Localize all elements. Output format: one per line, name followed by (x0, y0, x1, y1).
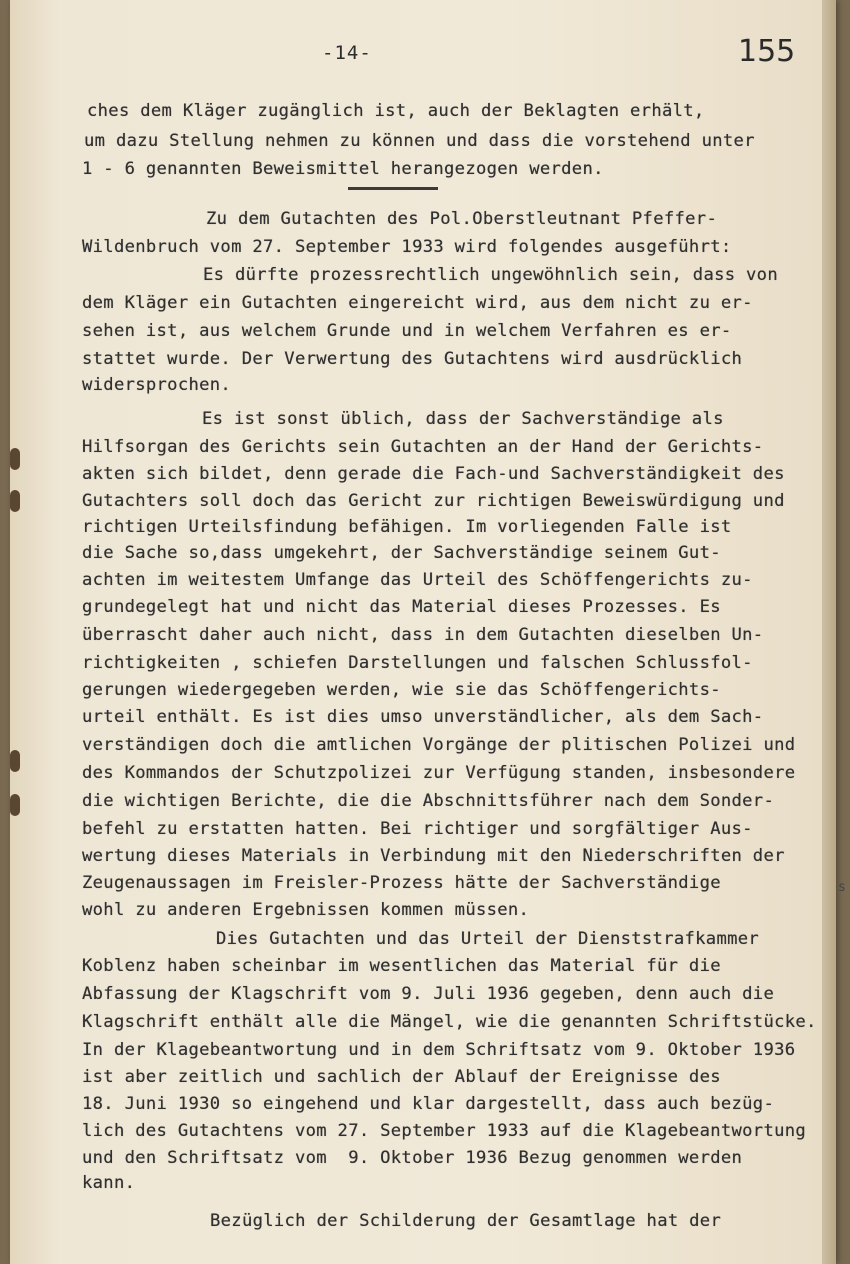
text-line: Klagschrift enthält alle die Mängel, wie die genannten Schriftstücke. (82, 1012, 817, 1032)
margin-mark: s (838, 880, 846, 895)
text-line: Zeugenaussagen im Freisler-Prozess hätte der Sachverständige (82, 873, 721, 893)
text-line: In der Klagebeantwortung und in dem Schriftsatz vom 9. Oktober 1936 (82, 1040, 796, 1060)
text-line: Es ist sonst üblich, dass der Sachverständige als (202, 409, 724, 429)
text-line: Bezüglich der Schilderung der Gesamtlage hat der (210, 1211, 722, 1231)
text-line: ist aber zeitlich und sachlich der Ablauf der Ereignisse des (82, 1067, 721, 1087)
text-line: Gutachters soll doch das Gericht zur richtigen Beweiswürdigung und (82, 491, 785, 511)
text-line: wertung dieses Materials in Verbindung mit den Niederschriften der (82, 846, 785, 866)
text-line: akten sich bildet, denn gerade die Fach-und Sachverständigkeit des (82, 464, 785, 484)
text-line: Hilfsorgan des Gerichts sein Gutachten an der Hand der Gerichts- (82, 437, 764, 457)
text-line: und den Schriftsatz vom 9. Oktober 1936 Bezug genommen werden (82, 1148, 743, 1168)
text-line: verständigen doch die amtlichen Vorgänge der plitischen Polizei und (82, 735, 796, 755)
binding-hole (10, 490, 20, 512)
text-line: richtigkeiten , schiefen Darstellungen und falschen Schlussfol- (82, 653, 753, 673)
text-line: des Kommandos der Schutzpolizei zur Verfügung standen, insbesondere (82, 763, 796, 783)
text-line: Es dürfte prozessrechtlich ungewöhnlich sein, dass von (203, 265, 778, 285)
folio-number: 155 (738, 34, 796, 69)
text-line: urteil enthält. Es ist dies umso unverständlicher, als dem Sach- (82, 707, 764, 727)
text-line: Abfassung der Klagschrift vom 9. Juli 1936 gegeben, denn auch die (82, 984, 775, 1004)
text-line: widersprochen. (82, 375, 232, 395)
text-line: sehen ist, aus welchem Grunde und in welchem Verfahren es er- (82, 321, 732, 341)
page-number: -14- (322, 42, 372, 64)
text-line: Zu dem Gutachten des Pol.Oberstleutnant Pfeffer- (206, 209, 718, 229)
page-edge (822, 0, 836, 1264)
text-line: Wildenbruch vom 27. September 1933 wird folgendes ausgeführt: (82, 237, 732, 257)
text-line: befehl zu erstatten hatten. Bei richtiger und sorgfältiger Aus- (82, 819, 753, 839)
text-line: die Sache so,dass umgekehrt, der Sachverständige seinem Gut- (82, 543, 721, 563)
text-line: Koblenz haben scheinbar im wesentlichen das Material für die (82, 956, 721, 976)
text-line: Dies Gutachten und das Urteil der Dienststrafkammer (216, 929, 760, 949)
section-divider (348, 187, 438, 190)
text-line: lich des Gutachtens vom 27. September 1933 auf die Klagebeantwortung (82, 1121, 807, 1141)
text-line: ches dem Kläger zugänglich ist, auch der Beklagten erhält, (87, 101, 705, 121)
text-line: die wichtigen Berichte, die die Abschnittsführer nach dem Sonder- (82, 791, 775, 811)
text-line: überrascht daher auch nicht, dass in dem Gutachten dieselben Un- (82, 625, 764, 645)
text-line: um dazu Stellung nehmen zu können und dass die vorstehend unter (84, 131, 755, 151)
text-line: 18. Juni 1930 so eingehend und klar dargestellt, dass auch bezüg- (82, 1094, 775, 1114)
text-line: dem Kläger ein Gutachten eingereicht wird, aus dem nicht zu er- (82, 293, 753, 313)
text-line: achten im weitestem Umfange das Urteil des Schöffengerichts zu- (82, 570, 753, 590)
text-line: wohl zu anderen Ergebnissen kommen müssen. (82, 900, 530, 920)
document-page (10, 0, 836, 1264)
binding-hole (10, 448, 20, 470)
text-line: 1 - 6 genannten Beweismittel herangezogen werden. (82, 159, 604, 179)
binding-hole (10, 750, 20, 772)
text-line: gerungen wiedergegeben werden, wie sie das Schöffengerichts- (82, 680, 721, 700)
text-line: richtigen Urteilsfindung befähigen. Im vorliegenden Falle ist (82, 517, 732, 537)
binding-hole (10, 794, 20, 816)
text-line: stattet wurde. Der Verwertung des Gutachtens wird ausdrücklich (82, 349, 743, 369)
text-line: kann. (82, 1173, 136, 1193)
text-line: grundegelegt hat und nicht das Material dieses Prozesses. Es (82, 597, 721, 617)
